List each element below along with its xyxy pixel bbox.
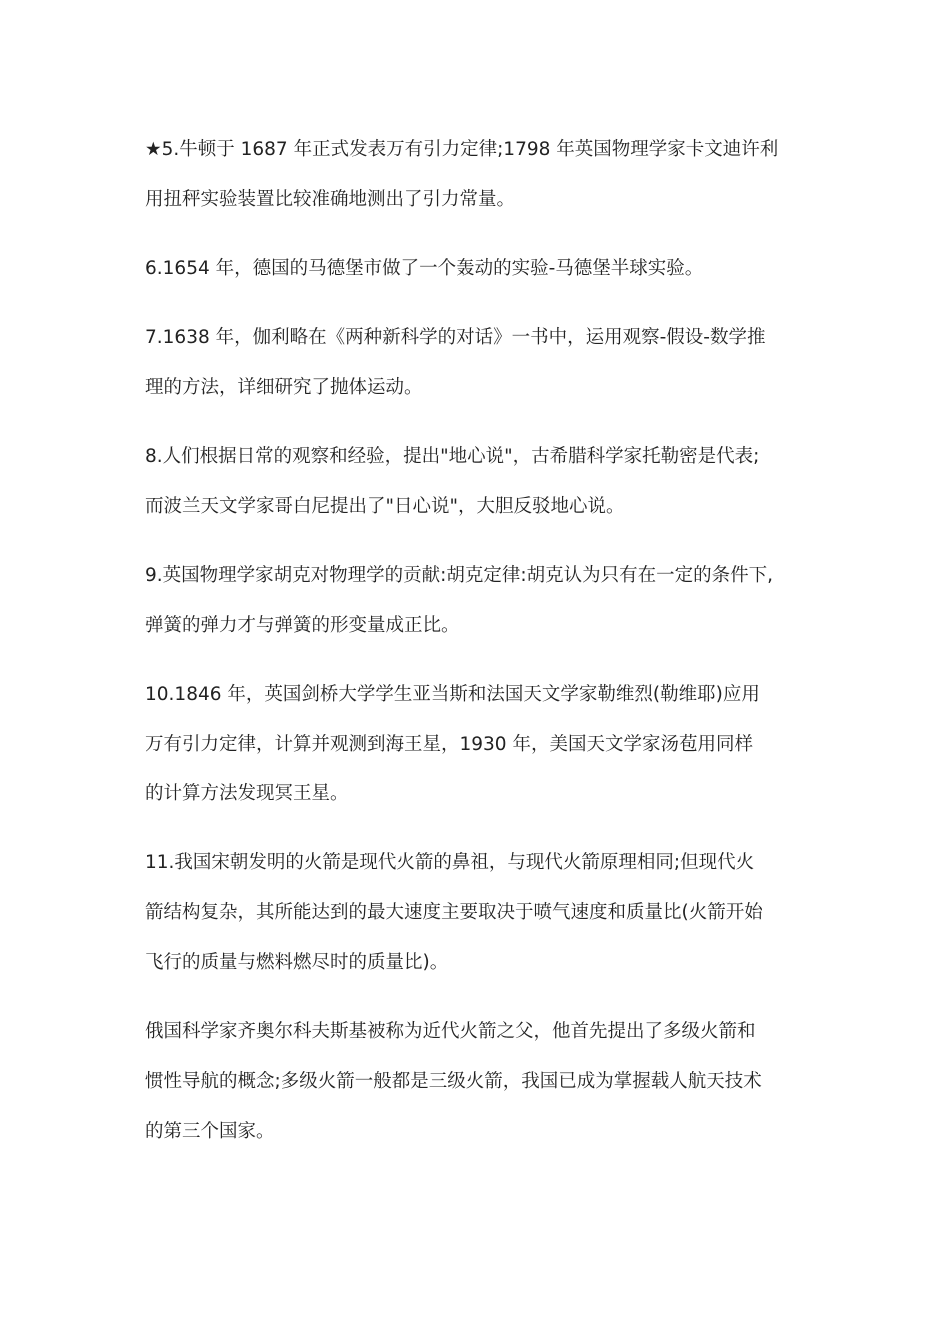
paragraph-12-line-2: 惯性导航的概念;多级火箭一般都是三级火箭，我国已成为掌握载人航天技术 — [145, 1071, 762, 1092]
paragraph-9-line-2: 弹簧的弹力才与弹簧的形变量成正比。 — [145, 615, 460, 636]
paragraph-7-line-2: 理的方法，详细研究了抛体运动。 — [145, 377, 423, 398]
paragraph-10-line-2: 万有引力定律，计算并观测到海王星，1930 年，美国天文学家汤苞用同样 — [145, 734, 753, 755]
paragraph-7-line-1: 7.1638 年，伽利略在《两种新科学的对话》一书中，运用观察-假设-数学推 — [145, 327, 766, 348]
paragraph-11-line-2: 箭结构复杂，其所能达到的最大速度主要取决于喷气速度和质量比(火箭开始 — [145, 902, 763, 923]
paragraph-12-line-3: 的第三个国家。 — [145, 1121, 275, 1142]
paragraph-6-line-1: 6.1654 年，德国的马德堡市做了一个轰动的实验-马德堡半球实验。 — [145, 258, 704, 279]
paragraph-12-line-1: 俄国科学家齐奥尔科夫斯基被称为近代火箭之父，他首先提出了多级火箭和 — [145, 1021, 756, 1042]
paragraph-5-line-2: 用扭秤实验装置比较准确地测出了引力常量。 — [145, 189, 516, 210]
paragraph-8-line-2: 而波兰天文学家哥白尼提出了"日心说"，大胆反驳地心说。 — [145, 496, 625, 517]
paragraph-8-line-1: 8.人们根据日常的观察和经验，提出"地心说"，古希腊科学家托勒密是代表; — [145, 446, 760, 467]
paragraph-5-line-1: ★5.牛顿于 1687 年正式发表万有引力定律;1798 年英国物理学家卡文迪许利 — [145, 139, 779, 160]
paragraph-9-line-1: 9.英国物理学家胡克对物理学的贡献:胡克定律:胡克认为只有在一定的条件下, — [145, 565, 774, 586]
paragraph-11-line-1: 11.我国宋朝发明的火箭是现代火箭的鼻祖，与现代火箭原理相同;但现代火 — [145, 852, 755, 873]
paragraph-11-line-3: 飞行的质量与燃料燃尽时的质量比)。 — [145, 952, 449, 973]
paragraph-10-line-1: 10.1846 年，英国剑桥大学学生亚当斯和法国天文学家勒维烈(勒维耶)应用 — [145, 684, 760, 705]
paragraph-10-line-3: 的计算方法发现冥王星。 — [145, 783, 349, 804]
